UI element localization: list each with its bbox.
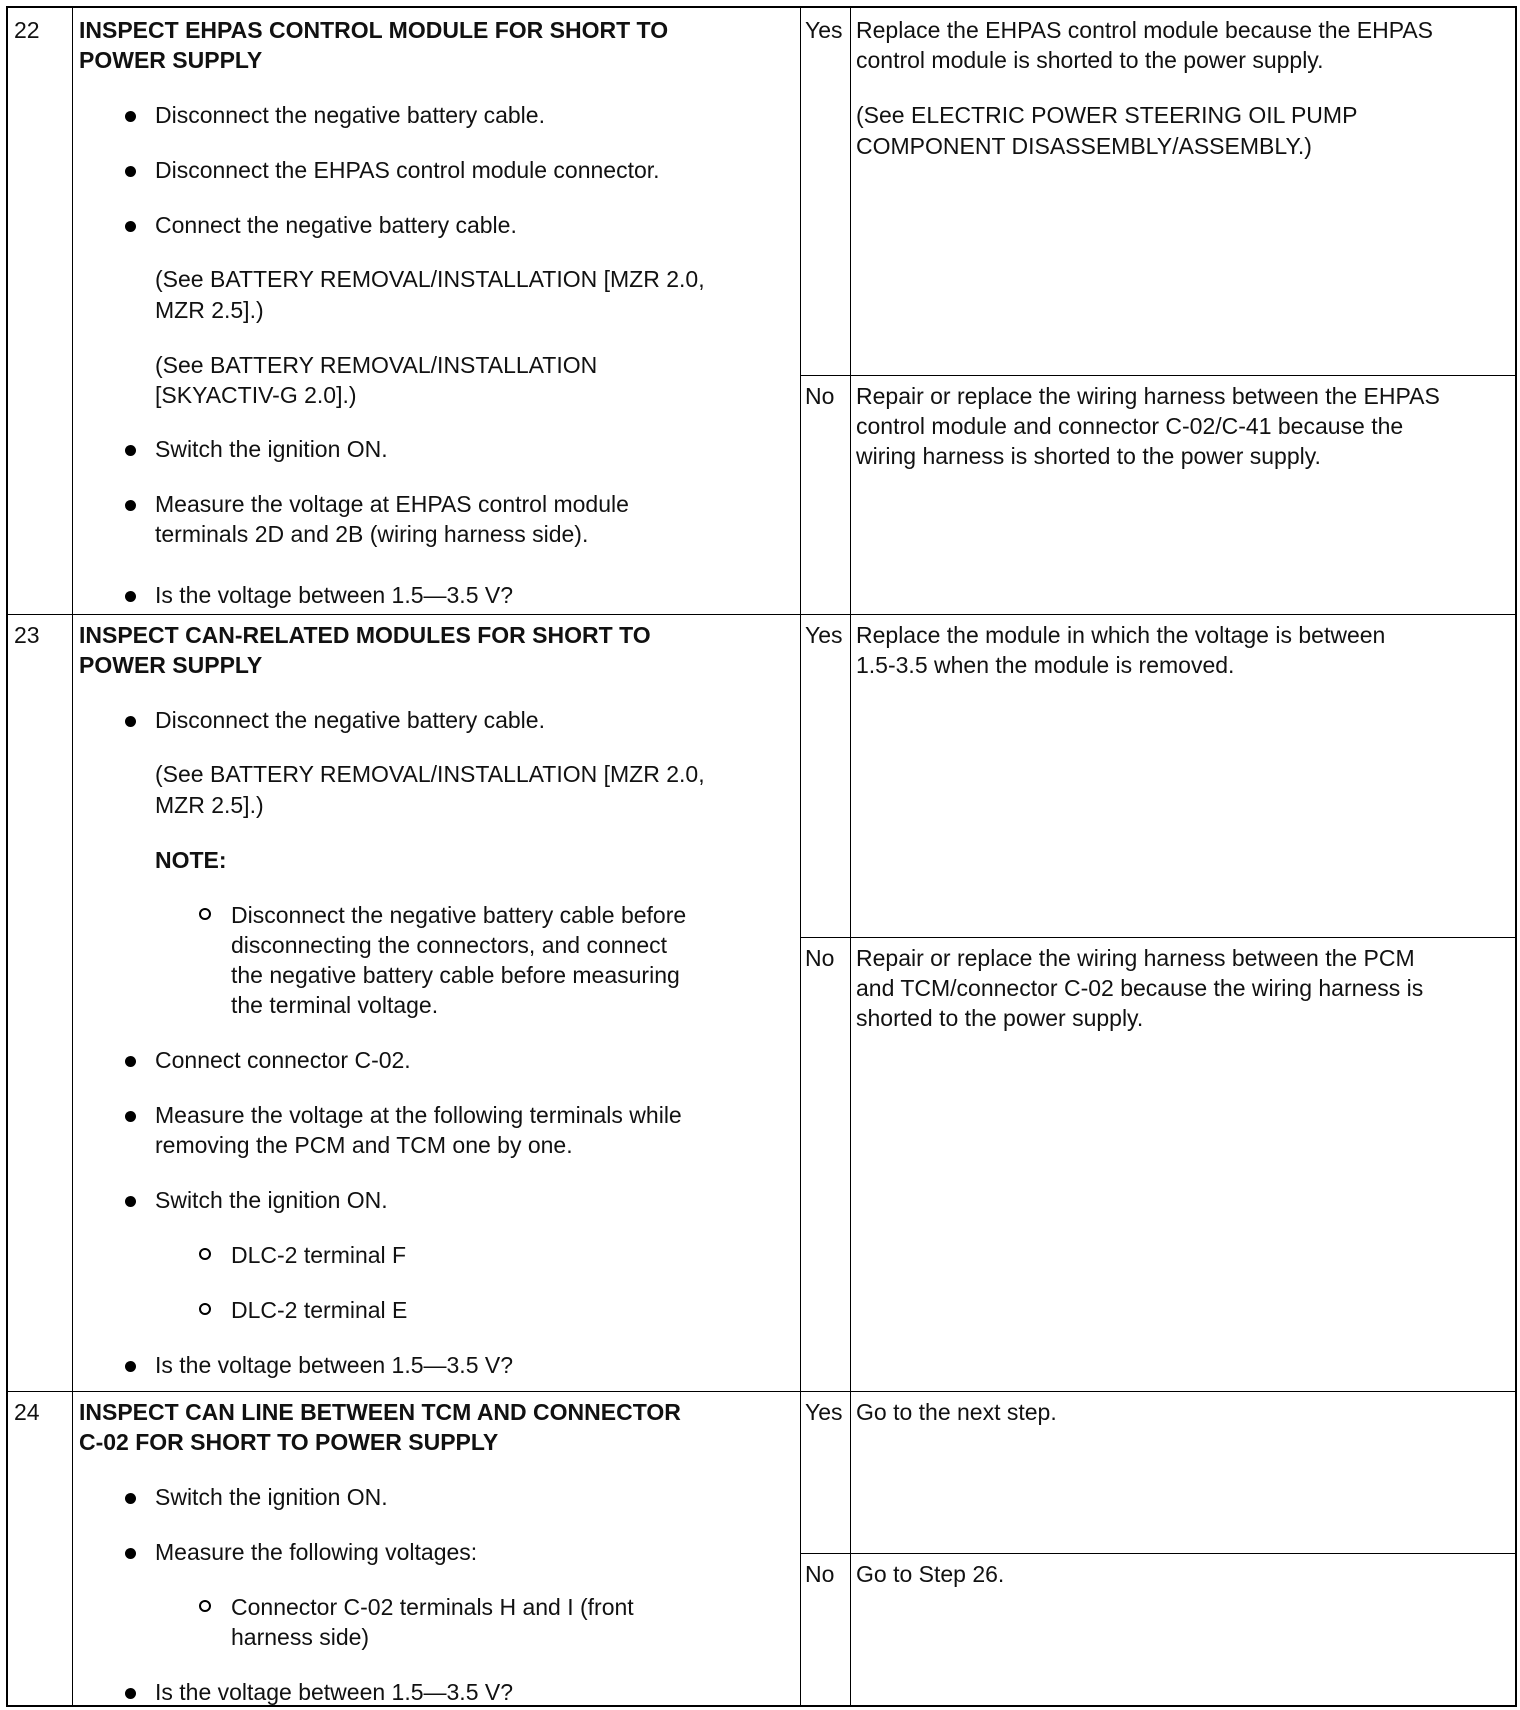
yes-reference: COMPONENT DISASSEMBLY/ASSEMBLY.)	[856, 133, 1312, 159]
yes-no-divider	[800, 937, 1515, 938]
yes-action: Replace the EHPAS control module because the EHPAS	[856, 17, 1434, 43]
no-action: Repair or replace the wiring harness between the PCM	[856, 945, 1415, 971]
bullet-icon	[125, 716, 136, 727]
step-reference: (See BATTERY REMOVAL/INSTALLATION	[155, 352, 598, 378]
row-divider	[8, 1391, 1515, 1392]
step-subitem: DLC-2 terminal F	[231, 1242, 407, 1268]
yes-label: Yes	[805, 17, 843, 43]
step-item: Disconnect the negative battery cable.	[155, 102, 545, 128]
bullet-icon	[125, 221, 136, 232]
circle-bullet-icon	[199, 908, 211, 920]
circle-bullet-icon	[199, 1600, 211, 1612]
column-divider	[850, 8, 851, 1705]
bullet-icon	[125, 1493, 136, 1504]
note-text: disconnecting the connectors, and connect	[231, 932, 668, 958]
step-item: Measure the voltage at the following terminals while	[155, 1102, 682, 1128]
step-item: Switch the ignition ON.	[155, 1187, 388, 1213]
yes-action: control module is shorted to the power supply.	[856, 47, 1324, 73]
step-item: removing the PCM and TCM one by one.	[155, 1132, 573, 1158]
bullet-icon	[125, 1548, 136, 1559]
step-item: terminals 2D and 2B (wiring harness side).	[155, 521, 589, 547]
step-number: 22	[14, 17, 40, 43]
bullet-icon	[125, 445, 136, 456]
bullet-icon	[125, 1196, 136, 1207]
bullet-icon	[125, 1056, 136, 1067]
no-action: wiring harness is shorted to the power supply.	[856, 443, 1321, 469]
step-item: Switch the ignition ON.	[155, 1484, 388, 1510]
row-divider	[8, 614, 1515, 615]
step-item: Disconnect the EHPAS control module connector.	[155, 157, 660, 183]
step-reference: MZR 2.5].)	[155, 297, 264, 323]
yes-reference: (See ELECTRIC POWER STEERING OIL PUMP	[856, 102, 1358, 128]
bullet-icon	[125, 591, 136, 602]
no-action: Go to Step 26.	[856, 1561, 1005, 1587]
yes-action: 1.5-3.5 when the module is removed.	[856, 652, 1235, 678]
step-question: Is the voltage between 1.5—3.5 V?	[155, 1679, 514, 1705]
step-subitem: DLC-2 terminal E	[231, 1297, 408, 1323]
bullet-icon	[125, 1361, 136, 1372]
step-title: INSPECT CAN LINE BETWEEN TCM AND CONNECTOR	[79, 1399, 681, 1425]
bullet-icon	[125, 111, 136, 122]
step-title: POWER SUPPLY	[79, 652, 263, 678]
no-label: No	[805, 945, 835, 971]
yes-action: Go to the next step.	[856, 1399, 1057, 1425]
bullet-icon	[125, 500, 136, 511]
step-title: POWER SUPPLY	[79, 47, 263, 73]
step-subitem: Connector C-02 terminals H and I (front	[231, 1594, 634, 1620]
step-title: INSPECT CAN-RELATED MODULES FOR SHORT TO	[79, 622, 651, 648]
no-action: shorted to the power supply.	[856, 1005, 1144, 1031]
step-title: INSPECT EHPAS CONTROL MODULE FOR SHORT TO	[79, 17, 669, 43]
step-reference: (See BATTERY REMOVAL/INSTALLATION [MZR 2.0,	[155, 266, 705, 292]
step-item: Connect connector C-02.	[155, 1047, 411, 1073]
diagnostic-procedure-table	[6, 6, 1517, 1707]
yes-action: Replace the module in which the voltage is between	[856, 622, 1386, 648]
bullet-icon	[125, 1688, 136, 1699]
column-divider	[800, 8, 801, 1705]
step-subitem: harness side)	[231, 1624, 370, 1650]
step-number: 24	[14, 1399, 40, 1425]
bullet-icon	[125, 1111, 136, 1122]
circle-bullet-icon	[199, 1248, 211, 1260]
step-reference: MZR 2.5].)	[155, 792, 264, 818]
step-title: C-02 FOR SHORT TO POWER SUPPLY	[79, 1429, 499, 1455]
step-item: Disconnect the negative battery cable.	[155, 707, 545, 733]
column-divider	[72, 8, 73, 1705]
bullet-icon	[125, 166, 136, 177]
step-reference: (See BATTERY REMOVAL/INSTALLATION [MZR 2.0,	[155, 761, 705, 787]
step-number: 23	[14, 622, 40, 648]
no-action: Repair or replace the wiring harness between the EHPAS	[856, 383, 1440, 409]
step-item: Measure the following voltages:	[155, 1539, 478, 1565]
step-item: Connect the negative battery cable.	[155, 212, 517, 238]
step-question: Is the voltage between 1.5—3.5 V?	[155, 1352, 514, 1378]
note-heading: NOTE:	[155, 847, 227, 873]
yes-no-divider	[800, 375, 1515, 376]
note-text: Disconnect the negative battery cable before	[231, 902, 687, 928]
step-item: Measure the voltage at EHPAS control module	[155, 491, 629, 517]
step-item: Switch the ignition ON.	[155, 436, 388, 462]
note-text: the terminal voltage.	[231, 992, 439, 1018]
yes-label: Yes	[805, 622, 843, 648]
no-action: control module and connector C-02/C-41 because the	[856, 413, 1404, 439]
step-reference: [SKYACTIV-G 2.0].)	[155, 382, 357, 408]
note-text: the negative battery cable before measuring	[231, 962, 680, 988]
no-action: and TCM/connector C-02 because the wiring harness is	[856, 975, 1424, 1001]
yes-no-divider	[800, 1553, 1515, 1554]
no-label: No	[805, 1561, 835, 1587]
step-question: Is the voltage between 1.5—3.5 V?	[155, 582, 514, 608]
yes-label: Yes	[805, 1399, 843, 1425]
circle-bullet-icon	[199, 1303, 211, 1315]
no-label: No	[805, 383, 835, 409]
